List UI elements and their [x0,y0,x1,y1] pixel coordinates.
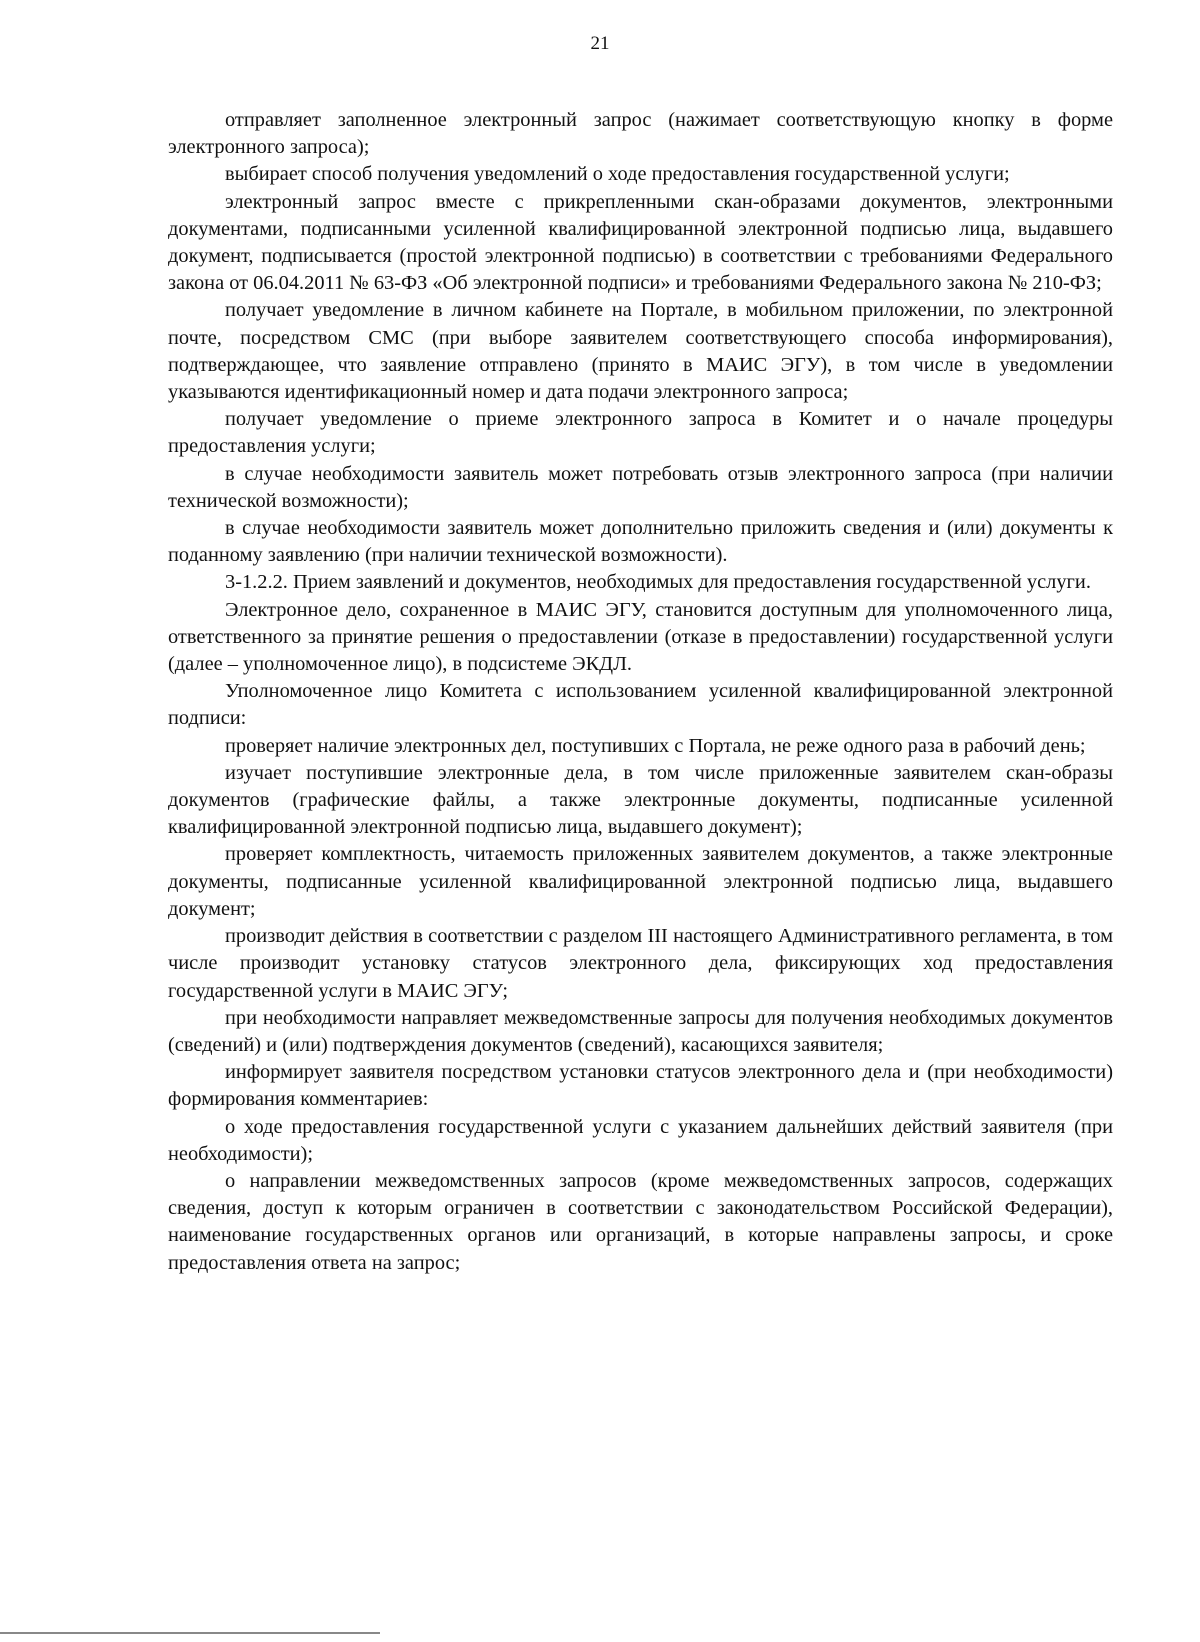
paragraph-14: производит действия в соответствии с разделом III настоящего Административного регламента, в том числе производит установку статусов электронного дела, фиксирующих ход предоставления государственной услуги в МАИС ЭГУ; [168,925,1113,1002]
paragraph-15: при необходимости направляет межведомственные запросы для получения необходимых документов (сведений) и (или) подтверждения документов (сведений), касающихся заявителя; [168,1006,1113,1056]
paragraph-16: информирует заявителя посредством установки статусов электронного дела и (при необходимости) формирования комментариев: [168,1061,1113,1111]
paragraph-12: изучает поступившие электронные дела, в том числе приложенные заявителем скан-образы документов (графические файлы, а также электронные документы, подписанные усиленной квалифицированной электронной подписью лица, выдавшего документ); [168,761,1113,839]
paragraph-6: в случае необходимости заявитель может потребовать отзыв электронного запроса (при наличии технической возможности); [168,462,1113,512]
paragraph-17: о ходе предоставления государственной услуги с указанием дальнейших действий заявителя (при необходимости); [168,1115,1113,1165]
paragraph-10: Уполномоченное лицо Комитета с использованием усиленной квалифицированной электронной подписи: [168,680,1113,730]
paragraph-11: проверяет наличие электронных дел, поступивших с Портала, не реже одного раза в рабочий день; [225,734,1086,757]
paragraph-4: получает уведомление в личном кабинете на Портале, в мобильном приложении, по электронной почте, посредством СМС (при выборе заявителем соответствующего способа информирования), подтверждающее, что заявление отправлено (принято в МАИС ЭГУ), в том числе в уведомлении указываются идентификационный номер и дата подачи электронного запроса; [168,299,1113,404]
paragraph-9: Электронное дело, сохраненное в МАИС ЭГУ, становится доступным для уполномоченного лица, ответственного за принятие решения о предоставлении (отказе в предоставлении) государственной услуги (далее – уполномоченное лицо), в подсистеме ЭКДЛ. [168,598,1113,676]
scan-edge-line [0,1632,380,1634]
page-number: 21 [590,33,610,54]
body-text [168,107,1113,1277]
paragraph-13: проверяет комплектность, читаемость приложенных заявителем документов, а также электронные документы, подписанные усиленной квалифицированной электронной подписью лица, выдавшего документ; [168,843,1113,920]
paragraph-8-section-heading: 3-1.2.2. Прием заявлений и документов, необходимых для предоставления государственной услуги. [225,571,1091,594]
paragraph-7: в случае необходимости заявитель может дополнительно приложить сведения и (или) документы к поданному заявлению (при наличии технической возможности). [168,517,1113,567]
paragraph-2: выбирает способ получения уведомлений о ходе предоставления государственной услуги; [225,163,1010,186]
paragraph-1: отправляет заполненное электронный запрос (нажимает соответствующую кнопку в форме электронного запроса); [168,109,1113,159]
paragraph-5: получает уведомление о приеме электронного запроса в Комитет и о начале процедуры предоставления услуги; [168,408,1113,458]
paragraph-3: электронный запрос вместе с прикрепленными скан-образами документов, электронными документами, подписанными усиленной квалифицированной электронной подписью лица, выдавшего документ, подписывается (простой электронной подписью) в соответствии с требованиями Федерального закона от 06.04.2011 № 63-ФЗ «Об электронной подписи» и требованиями Федерального закона № 210-ФЗ; [168,190,1113,295]
paragraph-18: о направлении межведомственных запросов (кроме межведомственных запросов, содержащих сведения, доступ к которым ограничен в соответствии с законодательством Российской Федерации), наименование государственных органов или организаций, в которые направлены запросы, и сроке предоставления ответа на запрос; [168,1169,1113,1274]
